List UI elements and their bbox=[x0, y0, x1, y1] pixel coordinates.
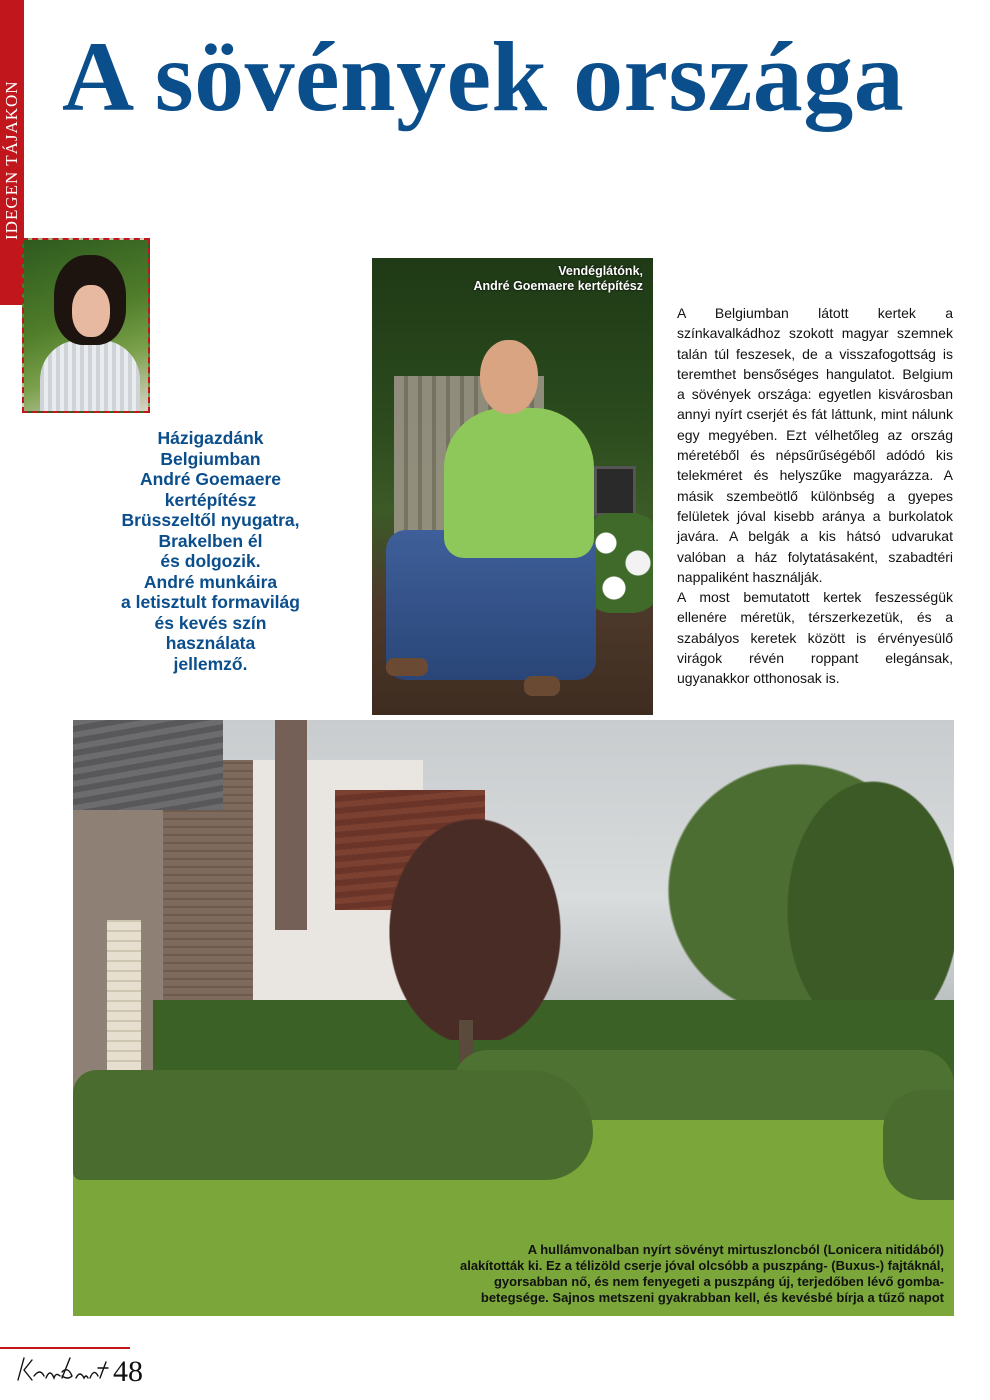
pull-quote-line: és dolgozik. bbox=[160, 551, 261, 571]
garden-caption-line: A hullámvonalban nyírt sövényt mirtuszloncból (Lonicera nitidából) bbox=[527, 1242, 944, 1257]
photo-person-sweater bbox=[444, 408, 594, 558]
pull-quote-line: Házigazdánk bbox=[157, 428, 264, 448]
article-paragraph: A most bemutatott kertek feszességük ellenére méretük, térszerkezetük, és a szabályos keretek között is érvényesülő virágok révén roppant elegánsak, ugyanakkor otthonosak is. bbox=[677, 589, 953, 687]
article-paragraph: A Belgiumban látott kertek a színkavalkádhoz szokott magyar szemnek talán túl feszesek, de a visszafogottság is teremthet bensőséges hangulatot. Belgium a sövények országa: egyetlen kisvárosban annyi nyírt cserjét és fát láttunk, mint nálunk egy megyében. Ezt vélhetőleg az ország méretéből és népsűrűségéből adódó kis telekméret és helyszűke magyarázza. A másik szembeötlő különbség a gyepes felületek jóval kisebb aránya a burkolatok javára. A belgák a kis hátsó udvarukat valóban a ház folytatásaként, szabadtéri nappaliként használják. bbox=[677, 305, 953, 585]
portrait-face bbox=[72, 285, 110, 337]
pull-quote-line: jellemző. bbox=[173, 653, 248, 674]
pull-quote-line: használata bbox=[165, 633, 256, 653]
pull-quote-line: André munkáira bbox=[143, 571, 278, 592]
pull-quote-line: Brüsszeltől nyugatra, bbox=[121, 510, 300, 530]
photo-shoe bbox=[524, 676, 560, 696]
pull-quote-line: Belgiumban bbox=[160, 448, 261, 469]
photo-chimney bbox=[275, 720, 307, 930]
host-caption-line: Vendéglátónk, bbox=[558, 264, 643, 278]
magazine-logo bbox=[14, 1350, 114, 1390]
host-photo-caption bbox=[473, 264, 643, 294]
photo-shutter bbox=[107, 920, 141, 1080]
page-number: 48 bbox=[110, 1350, 146, 1394]
garden-caption-line: alakították ki. Ez a télizöld cserje jóval olcsóbb a puszpáng- (Buxus-) fajtáknál, bbox=[459, 1258, 944, 1273]
footer-rule bbox=[0, 1347, 130, 1349]
garden-photo bbox=[73, 720, 954, 1316]
photo-shoe bbox=[386, 658, 428, 676]
pull-quote-line: és kevés szín bbox=[154, 612, 267, 633]
photo-roof bbox=[73, 720, 223, 810]
article-body bbox=[677, 303, 953, 689]
garden-caption-line: betegsége. Sajnos metszeni gyakrabban kell, és kevésbé bírja a tűző napot bbox=[480, 1290, 944, 1305]
photo-topiary-tree bbox=[375, 800, 575, 1040]
author-portrait bbox=[22, 238, 150, 413]
pull-quote-line: Brakelben él bbox=[158, 530, 263, 551]
garden-caption-line: gyorsabban nő, és nem fenyegeti a puszpáng új, terjedőben lévő gomba- bbox=[493, 1274, 944, 1289]
photo-hedge-wave bbox=[883, 1090, 954, 1200]
page-title: A sövények országa bbox=[62, 21, 905, 132]
photo-person-head bbox=[480, 340, 538, 414]
host-caption-line: André Goemaere kertépítész bbox=[473, 279, 643, 293]
pull-quote bbox=[98, 428, 323, 674]
photo-lamp bbox=[594, 466, 636, 516]
pull-quote-line: kertépítész bbox=[164, 489, 257, 510]
host-photo bbox=[372, 258, 653, 715]
portrait-shirt bbox=[40, 340, 140, 413]
pull-quote-line: André Goemaere bbox=[139, 469, 282, 489]
garden-photo-caption bbox=[384, 1242, 944, 1306]
photo-hedge-wave bbox=[73, 1070, 593, 1180]
section-tab bbox=[0, 0, 24, 305]
section-label: IDEGEN TÁJAKON bbox=[2, 80, 21, 240]
pull-quote-line: a letisztult formavilág bbox=[121, 592, 300, 612]
